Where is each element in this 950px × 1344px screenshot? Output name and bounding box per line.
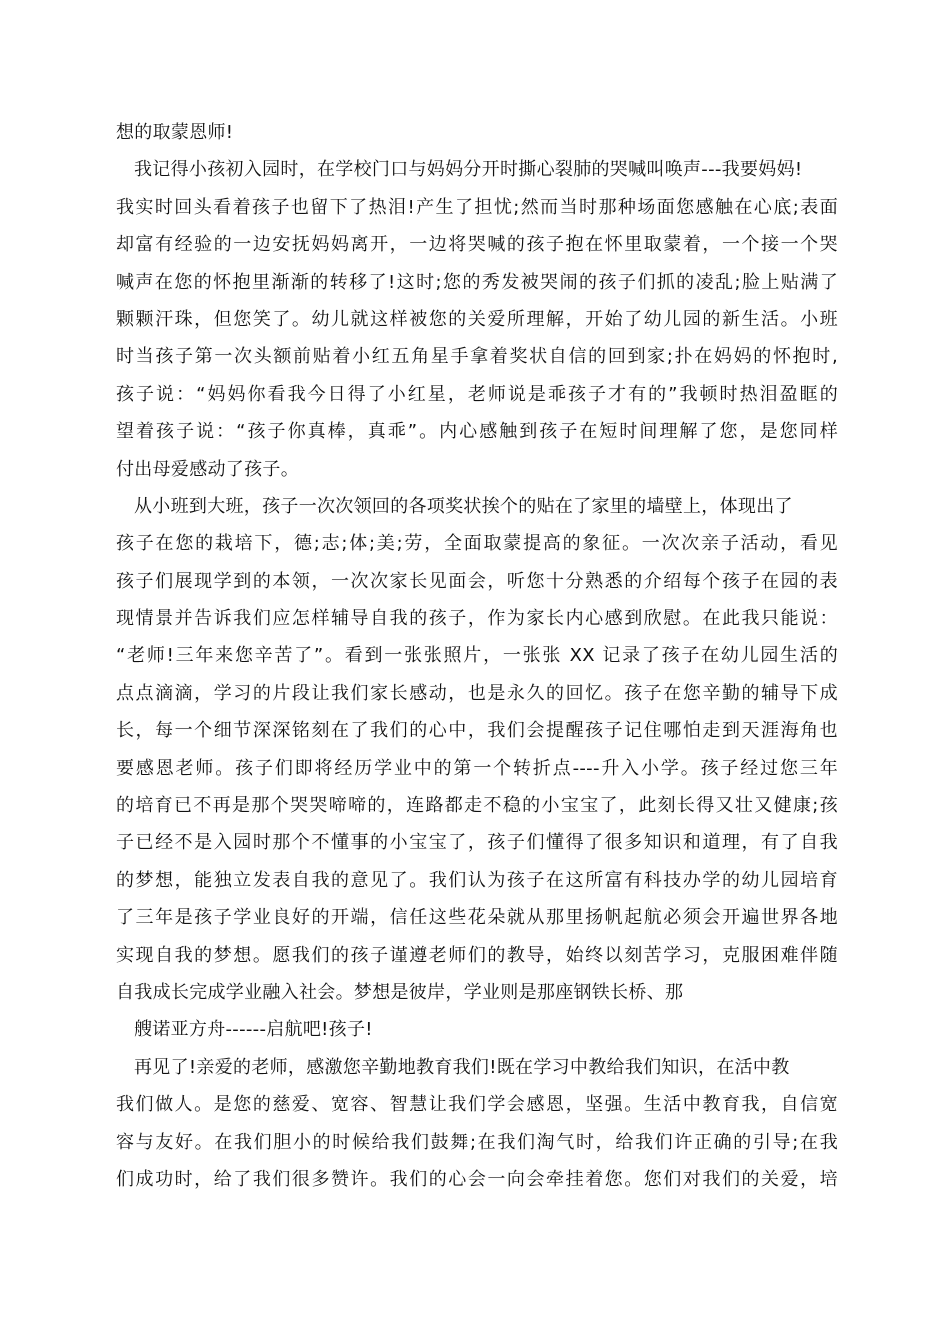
text-line: 要感恩老师。孩子们即将经历学业中的第一个转折点----升入小学。孩子经过您三年 [116,757,838,779]
text-line: 我实时回头看着孩子也留下了热泪!产生了担忧;然而当时那种场面您感触在心底;表面 [116,196,838,218]
text-line: 现情景并告诉我们应怎样辅导自我的孩子，作为家长内心感到欣慰。在此我只能说： [116,608,838,630]
text-line: 容与友好。在我们胆小的时候给我们鼓舞;在我们淘气时，给我们许正确的引导;在我 [116,1131,838,1153]
paragraph-first-line: 从小班到大班，孩子一次次领回的各项奖状挨个的贴在了家里的墙壁上，体现出了 [134,495,793,517]
text-line: 望着孩子说：“孩子你真棒，真乖”。内心感触到孩子在短时间理解了您，是您同样 [116,421,838,443]
text-line: 想的取蒙恩师! [116,122,234,143]
paragraph-first-line: 再见了!亲爱的老师，感激您辛勤地教育我们!既在学习中教给我们知识，在活中教 [134,1056,790,1078]
text-line: 孩子在您的栽培下，德;志;体;美;劳，全面取蒙提高的象征。一次次亲子活动，看见 [116,533,838,555]
text-line: 自我成长完成学业融入社会。梦想是彼岸，学业则是那座钢铁长桥、那 [116,981,684,1003]
text-line: “老师!三年来您辛苦了”。看到一张张照片，一张张 XX 记录了孩子在幼儿园生活的 [116,645,838,667]
document-body [116,114,838,1198]
text-line: 子已经不是入园时那个不懂事的小宝宝了，孩子们懂得了很多知识和道理，有了自我 [116,832,838,854]
text-line: 孩子们展现学到的本领，一次次家长见面会，听您十分熟悉的介绍每个孩子在园的表 [116,570,838,592]
text-line: 了三年是孩子学业良好的开端，信任这些花朵就从那里扬帆起航必须会开遍世界各地 [116,907,838,929]
text-line: 我们做人。是您的慈爱、宽容、智慧让我们学会感恩，坚强。生活中教育我，自信宽 [116,1094,838,1116]
paragraph-first-line: 艘诺亚方舟------启航吧!孩子! [134,1019,373,1041]
text-line: 点点滴滴，学习的片段让我们家长感动，也是永久的回忆。孩子在您辛勤的辅导下成 [116,682,838,704]
text-line: 却富有经验的一边安抚妈妈离开，一边将哭喊的孩子抱在怀里取蒙着，一个接一个哭 [116,234,838,256]
text-line: 们成功时，给了我们很多赞许。我们的心会一向会牵挂着您。您们对我们的关爱，培 [116,1168,838,1190]
paragraph-first-line: 我记得小孩初入园时，在学校门口与妈妈分开时撕心裂肺的哭喊叫唤声---我要妈妈! [134,159,803,181]
text-line: 付出母爱感动了孩子。 [116,458,299,480]
text-line: 的梦想，能独立发表自我的意见了。我们认为孩子在这所富有科技办学的幼儿园培育 [116,869,838,891]
text-line: 颗颗汗珠，但您笑了。幼儿就这样被您的关爱所理解，开始了幼儿园的新生活。小班 [116,308,838,330]
text-line: 实现自我的梦想。愿我们的孩子谨遵老师们的教导，始终以刻苦学习，克服困难伴随 [116,944,838,966]
text-line: 的培育已不再是那个哭哭啼啼的，连路都走不稳的小宝宝了，此刻长得又壮又健康;孩 [116,795,838,817]
text-line: 时当孩子第一次头额前贴着小红五角星手拿着奖状自信的回到家;扑在妈妈的怀抱时, [116,346,838,368]
text-line: 孩子说：“妈妈你看我今日得了小红星，老师说是乖孩子才有的”我顿时热泪盈眶的 [116,383,838,405]
text-line: 喊声在您的怀抱里渐渐的转移了!这时;您的秀发被哭闹的孩子们抓的凌乱;脸上贴满了 [116,271,838,293]
text-line: 长，每一个细节深深铭刻在了我们的心中，我们会提醒孩子记住哪怕走到天涯海角也 [116,720,838,742]
